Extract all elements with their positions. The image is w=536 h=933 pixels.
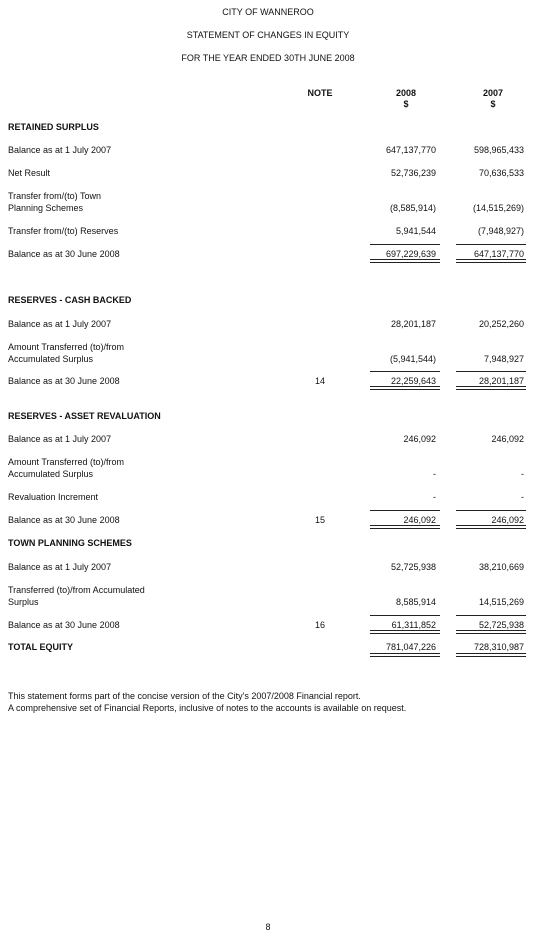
subtotal-rule <box>370 615 440 616</box>
note-ref: 16 <box>314 620 325 630</box>
table-row <box>0 562 536 574</box>
year-2008-unit: $ <box>403 99 409 109</box>
row-label: Transfer from/(to) Reserves <box>8 226 119 236</box>
row-label: Transfer from/(to) Town <box>8 191 102 201</box>
table-row <box>0 492 536 504</box>
note-header: NOTE <box>307 88 333 98</box>
total-double-rule <box>456 259 526 263</box>
table-row <box>0 226 536 238</box>
value-2007: - <box>521 492 524 502</box>
row-label: Balance as at 30 June 2008 <box>8 376 120 386</box>
total-double-rule <box>456 653 526 657</box>
table-row <box>0 457 536 479</box>
cash-backed-heading: RESERVES - CASH BACKED <box>8 295 132 305</box>
footnote-line-1: This statement forms part of the concise version of the City's 2007/2008 Financial report. <box>8 691 361 701</box>
value-2007: 246,092 <box>491 515 524 525</box>
value-2007: (14,515,269) <box>472 203 524 213</box>
subtotal-rule <box>456 615 526 616</box>
value-2008: 246,092 <box>403 515 436 525</box>
value-2008: 52,736,239 <box>390 168 436 178</box>
table-row <box>0 145 536 157</box>
asset-revaluation-heading: RESERVES - ASSET REVALUATION <box>8 411 161 421</box>
value-2007: - <box>521 469 524 479</box>
value-2008: - <box>433 492 436 502</box>
value-2007: 246,092 <box>491 434 524 444</box>
subtotal-rule <box>456 371 526 372</box>
row-label: Balance as at 1 July 2007 <box>8 434 112 444</box>
total-double-rule <box>370 630 440 634</box>
row-label: Balance as at 1 July 2007 <box>8 319 112 329</box>
total-double-rule <box>456 525 526 529</box>
table-row <box>0 191 536 213</box>
row-label: Amount Transferred (to)/from <box>8 457 125 467</box>
value-2007: (7,948,927) <box>477 226 524 236</box>
value-2008: (8,585,914) <box>389 203 436 213</box>
year-2007-header: 2007 <box>482 88 504 98</box>
subtotal-rule <box>456 244 526 245</box>
row-label: Net Result <box>8 168 51 178</box>
row-label: Balance as at 1 July 2007 <box>8 145 112 155</box>
total-double-rule <box>456 386 526 390</box>
value-2008: 8,585,914 <box>395 597 436 607</box>
subtotal-rule <box>370 371 440 372</box>
total-double-rule <box>370 525 440 529</box>
total-double-rule <box>370 653 440 657</box>
row-label: Transferred (to)/from Accumulated <box>8 585 145 595</box>
value-2008: 697,229,639 <box>385 249 436 259</box>
subtotal-rule <box>370 510 440 511</box>
total-2007: 728,310,987 <box>473 642 524 652</box>
value-2008: (5,941,544) <box>389 354 436 364</box>
note-ref: 15 <box>314 515 325 525</box>
row-label: Balance as at 30 June 2008 <box>8 515 120 525</box>
year-2008-header: 2008 <box>395 88 417 98</box>
value-2008: 61,311,852 <box>391 620 436 630</box>
row-label-continued: Surplus <box>8 597 39 607</box>
value-2007: 28,201,187 <box>478 376 524 386</box>
total-double-rule <box>370 386 440 390</box>
table-row <box>0 434 536 446</box>
table-row <box>0 585 536 607</box>
value-2008: 246,092 <box>403 434 436 444</box>
page-number: 8 <box>265 922 271 932</box>
value-2008: 52,725,938 <box>390 562 436 572</box>
statement-title: STATEMENT OF CHANGES IN EQUITY <box>186 30 350 40</box>
value-2007: 647,137,770 <box>473 249 524 259</box>
org-title: CITY OF WANNEROO <box>222 7 314 17</box>
value-2007: 70,636,533 <box>478 168 524 178</box>
row-label: Revaluation Increment <box>8 492 99 502</box>
row-label: Balance as at 30 June 2008 <box>8 620 120 630</box>
value-2007: 52,725,938 <box>478 620 524 630</box>
row-label-continued: Accumulated Surplus <box>8 354 94 364</box>
value-2007: 14,515,269 <box>478 597 524 607</box>
footnote-line-2: A comprehensive set of Financial Reports, inclusive of notes to the accounts is available on request. <box>8 703 407 713</box>
subtotal-rule <box>456 510 526 511</box>
period-title: FOR THE YEAR ENDED 30TH JUNE 2008 <box>181 53 355 63</box>
total-double-rule <box>456 630 526 634</box>
value-2007: 38,210,669 <box>478 562 524 572</box>
note-ref: 14 <box>314 376 325 386</box>
row-label: Amount Transferred (to)/from <box>8 342 125 352</box>
row-label-continued: Accumulated Surplus <box>8 469 94 479</box>
total-double-rule <box>370 259 440 263</box>
row-label-continued: Planning Schemes <box>8 203 84 213</box>
town-planning-heading: TOWN PLANNING SCHEMES <box>8 538 132 548</box>
subtotal-rule <box>370 244 440 245</box>
value-2008: - <box>433 469 436 479</box>
table-row <box>0 319 536 331</box>
value-2007: 20,252,260 <box>478 319 524 329</box>
retained-surplus-heading: RETAINED SURPLUS <box>8 122 99 132</box>
table-row <box>0 168 536 180</box>
value-2008: 647,137,770 <box>385 145 436 155</box>
value-2008: 28,201,187 <box>390 319 436 329</box>
value-2008: 5,941,544 <box>395 226 436 236</box>
total-equity-label: TOTAL EQUITY <box>8 642 74 652</box>
row-label: Balance as at 1 July 2007 <box>8 562 112 572</box>
row-label: Balance as at 30 June 2008 <box>8 249 120 259</box>
table-row <box>0 342 536 364</box>
value-2007: 7,948,927 <box>483 354 524 364</box>
year-2007-unit: $ <box>490 99 496 109</box>
value-2008: 22,259,643 <box>390 376 436 386</box>
value-2007: 598,965,433 <box>473 145 524 155</box>
total-2008: 781,047,226 <box>385 642 436 652</box>
